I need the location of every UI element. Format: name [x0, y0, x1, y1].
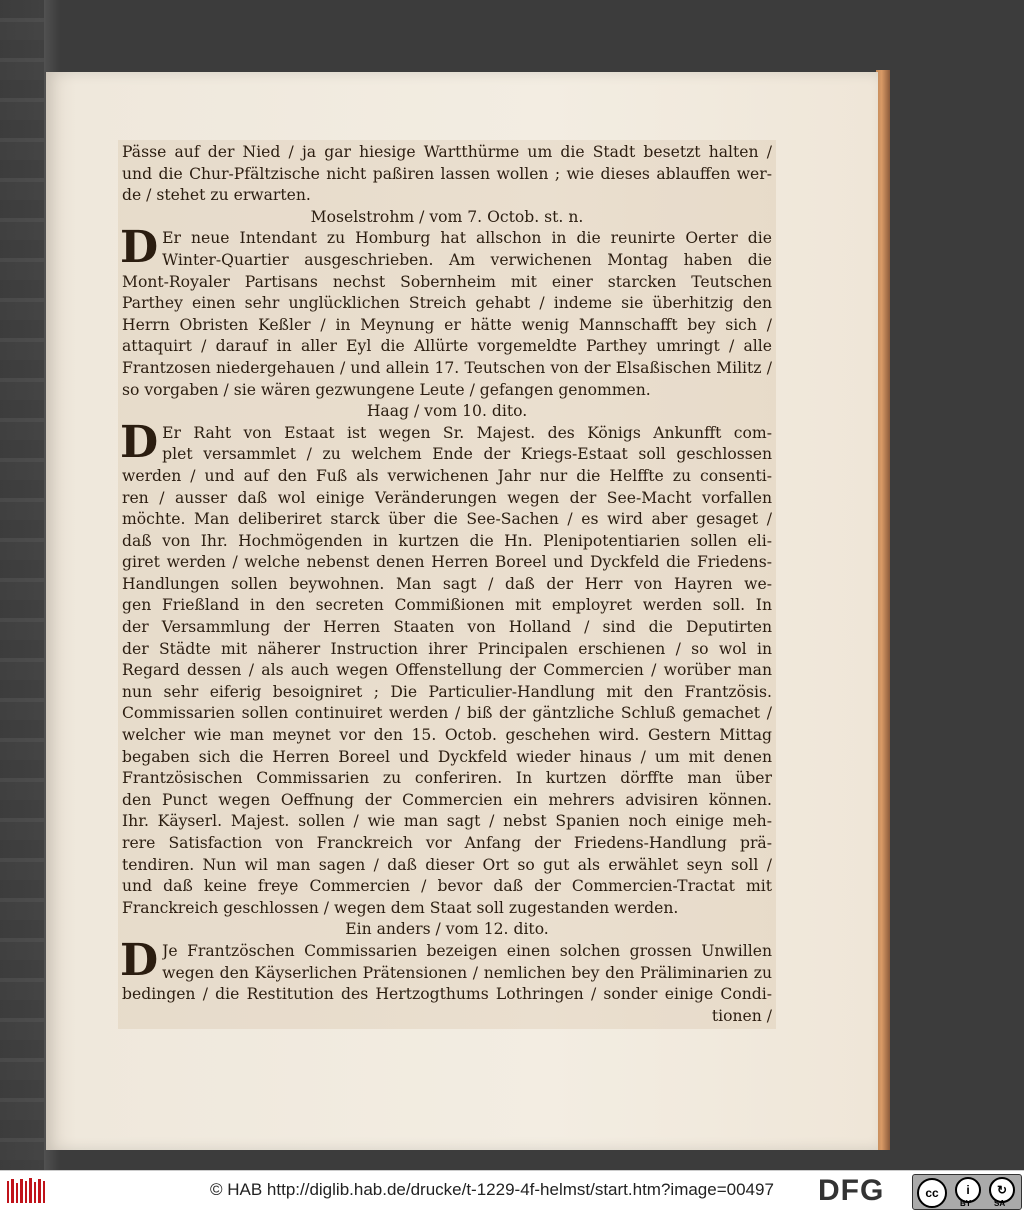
cc-license-badge[interactable]	[912, 1174, 1022, 1210]
text-line: de / stehet zu erwarten.	[122, 186, 311, 205]
section-moselstrohm	[120, 222, 772, 401]
text-line: Je Frantzöschen Commissarien bezeigen einen solchen grossen Unwillen	[162, 941, 772, 960]
text-line: plet versammlet / zu welchem Ende der Kriegs-Estaat soll geschlossen	[162, 445, 772, 464]
document-page	[46, 72, 878, 1150]
hab-barcode-logo-icon	[6, 1177, 48, 1205]
text-line: gen Frießland in den secreten Commißionen mit employret werden soll. In	[122, 596, 772, 615]
section-heading-ein-anders: Ein anders / vom 12. dito.	[345, 920, 549, 939]
sa-share-alike-icon: ↻	[989, 1177, 1015, 1203]
by-attribution-icon: i	[955, 1177, 981, 1203]
text-line: Er Raht von Estaat ist wegen Sr. Majest. des Königs Ankunfft com-	[162, 423, 772, 442]
text-line: Er neue Intendant zu Homburg hat allschon in die reunirte Oerter die	[162, 229, 772, 248]
text-line: daß von Ihr. Hochmögenden in kurtzen die Hn. Plenipotentiarien sollen eli-	[122, 531, 772, 550]
text-line: Pässe auf der Nied / ja gar hiesige Wartthürme um die Stadt besetzt halten /	[122, 143, 772, 161]
drop-cap: D	[120, 416, 159, 468]
page-edge-shadow	[876, 70, 890, 1150]
text-line: so vorgaben / sie wären gezwungene Leute / gefangen genommen.	[122, 380, 651, 399]
viewer-footer	[0, 1170, 1024, 1211]
text-line: Regard dessen / als auch wegen Offenstellung der Commercien / worüber man	[122, 661, 772, 680]
text-line: werden / und auf den Fuß als verwichenen Jahr nur die Helffte zu consenti-	[122, 466, 772, 485]
section-haag	[120, 416, 772, 920]
text-line: Herrn Obristen Keßler / in Meynung er hätte wenig Mannschafft bey sich /	[122, 315, 772, 334]
sa-label: SA	[994, 1199, 1006, 1208]
text-line: Ihr. Käyserl. Majest. sollen / wie man sagt / nebst Spanien noch einige meh-	[122, 812, 772, 831]
text-line: und daß keine freye Commercien / bevor daß der Commercien-Tractat mit	[122, 877, 772, 896]
source-link[interactable]: © HAB http://diglib.hab.de/drucke/t-1229-4f-helmst/start.htm?image=00497	[210, 1180, 774, 1199]
text-line: ren / ausser daß wol einige Veränderungen wegen der See-Macht vorfallen	[122, 488, 772, 507]
text-line: der Städte mit näherer Instruction ihrer Principalen erschienen / so wol in	[122, 639, 772, 658]
drop-cap: D	[120, 934, 159, 986]
text-line: begaben sich die Herren Boreel und Dyckfeld wieder hinaus / um mit denen	[122, 747, 772, 766]
text-line: Frantzosen niedergehauen / und allein 17. Teutschen von der Elsaßischen Militz /	[122, 358, 772, 377]
text-line: Mont-Royaler Partisans nechst Sobernheim mit einer starcken Teutschen	[122, 272, 772, 291]
book-spine-edge	[0, 0, 44, 1170]
text-line: rere Satisfaction von Franckreich vor Anfang der Friedens-Handlung prä-	[122, 834, 772, 852]
text-line: wegen den Käyserlichen Prätensionen / nemlichen bey den Präliminarien zu	[162, 963, 772, 982]
by-label: BY	[960, 1199, 972, 1208]
text-line: möchte. Man deliberiret starck über die See-Sachen / es wird aber gesaget /	[122, 510, 772, 529]
text-line: und die Chur-Pfältzische nicht paßiren lassen wollen ; wie dieses ablauffen wer-	[122, 164, 772, 183]
drop-cap: D	[120, 222, 159, 274]
text-line: der Versammlung der Herren Staaten von Holland / sind die Deputirten	[122, 618, 772, 637]
text-line: Franckreich geschlossen / wegen dem Staat soll zugestanden werden.	[122, 898, 679, 917]
section-heading-haag: Haag / vom 10. dito.	[366, 402, 528, 421]
text-line: tendiren. Nun wil man sagen / daß dieser Ort so gut als erwählet seyn soll /	[122, 855, 772, 874]
text-line: Handlungen sollen beywohnen. Man sagt / daß der Herr von Hayren we-	[122, 574, 772, 593]
text-line: bedingen / die Restitution des Hertzogthums Lothringen / sonder einige Condi-	[122, 985, 772, 1004]
text-line: Parthey einen sehr unglücklichen Streich gehabt / indeme sie überhitzig den	[122, 294, 772, 313]
text-line: giret werden / welche nebenst denen Herren Boreel und Dyckfeld die Friedens-	[122, 553, 772, 572]
text-block	[118, 140, 776, 1029]
text-line: attaquirt / darauf in aller Eyl die Allürte vorgemeldte Parthey umringt / alle	[122, 337, 772, 356]
section-ein-anders	[120, 934, 772, 1027]
text-line: Frantzösischen Commissarien zu conferiren. In kurtzen dörffte man über	[122, 769, 772, 788]
text-line: den Punct wegen Oeffnung der Commercien ein mehrers advisiren können.	[122, 790, 772, 809]
text-line: nun sehr eiferig besoigniret ; Die Particulier-Handlung mit den Frantzösis.	[122, 682, 772, 701]
section-heading-moselstrohm: Moselstrohm / vom 7. Octob. st. n.	[310, 207, 584, 226]
text-line: Commissarien sollen continuiret werden / biß der gäntzliche Schluß gemachet /	[122, 704, 772, 723]
catchword: tionen /	[711, 1006, 772, 1025]
text-line: Winter-Quartier ausgeschrieben. Am verwichenen Montag haben die	[162, 250, 772, 269]
text-line: welcher wie man meynet vor den 15. Octob. geschehen wird. Gestern Mittag	[122, 726, 772, 745]
cc-icon: cc	[917, 1178, 947, 1208]
dfg-logo: DFG	[818, 1174, 885, 1207]
